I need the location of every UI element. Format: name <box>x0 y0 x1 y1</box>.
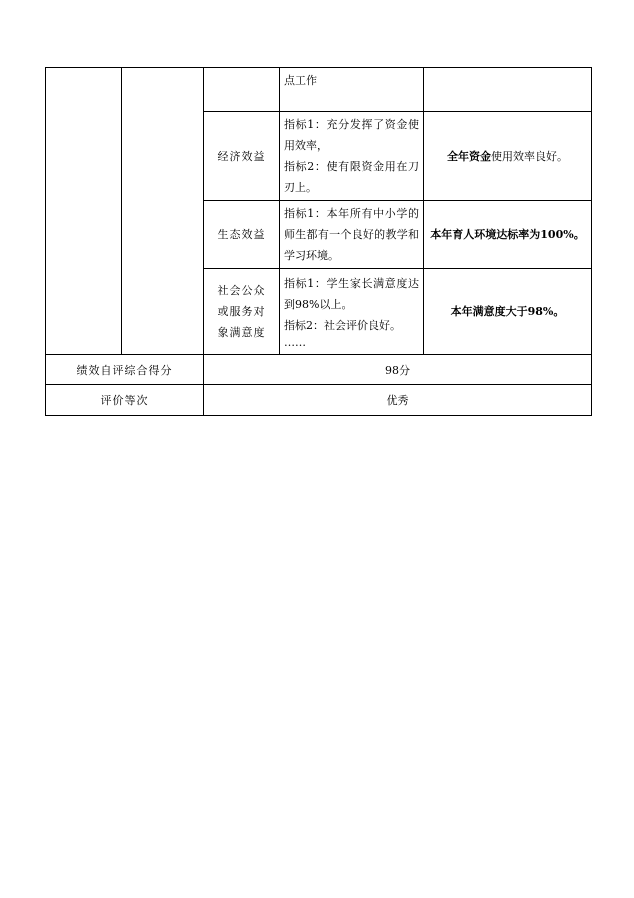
performance-evaluation-table <box>45 67 592 416</box>
indicator-cell <box>280 112 424 201</box>
indicator-cell <box>280 269 424 355</box>
dimension-cell-ecological: 生态效益 <box>204 201 280 269</box>
score-label: 绩效自评综合得分 <box>46 355 204 385</box>
evaluation-text: 使用效率良好。 <box>491 149 568 163</box>
level2-indicator-cell <box>122 68 204 355</box>
indicator-text: 指标1：充分发挥了资金使用效率， <box>284 118 419 152</box>
indicator-text: 指标2：使有限资金用在刀刃上。 <box>284 160 419 194</box>
dimension-cell-economic: 经济效益 <box>204 112 280 201</box>
grade-label: 评价等次 <box>46 385 204 416</box>
indicator-text: 点工作 <box>284 74 317 87</box>
indicator-text: 指标1：本年所有中小学的师生都有一个良好的教学和学习环境。 <box>284 207 419 262</box>
score-value: 98分 <box>204 355 592 385</box>
evaluation-cell <box>424 112 592 201</box>
indicator-text: …… <box>284 336 306 349</box>
dimension-cell <box>204 68 280 112</box>
evaluation-bold-text: 本年育人环境达标率为100%。 <box>430 228 585 241</box>
level1-indicator-cell <box>46 68 122 355</box>
indicator-cell <box>280 201 424 269</box>
evaluation-cell <box>424 201 592 269</box>
score-row <box>46 355 592 385</box>
grade-row <box>46 385 592 416</box>
evaluation-bold-text: 本年满意度大于98%。 <box>450 305 565 318</box>
grade-value: 优秀 <box>204 385 592 416</box>
evaluation-cell <box>424 68 592 112</box>
table-row <box>46 68 592 112</box>
evaluation-cell <box>424 269 592 355</box>
indicator-text: 指标1：学生家长满意度达到98%以上。 <box>284 277 419 311</box>
evaluation-bold-text: 全年资金 <box>447 149 491 163</box>
indicator-cell <box>280 68 424 112</box>
dimension-cell-satisfaction: 社会公众或服务对象满意度 <box>204 269 280 355</box>
indicator-text: 指标2：社会评价良好。 <box>284 319 401 332</box>
